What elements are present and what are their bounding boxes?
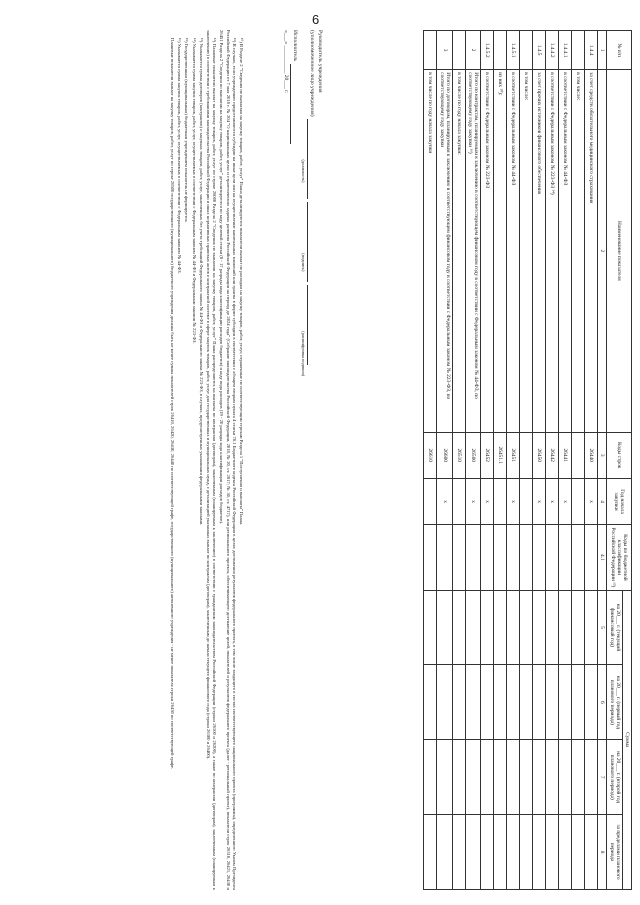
col-number: 6 (598, 665, 607, 740)
row-sum-beyond (572, 815, 585, 890)
row-code: 26452 (481, 432, 494, 478)
row-sum-beyond (585, 815, 598, 890)
row-code (520, 432, 533, 478)
footnote: ¹⁶) Указывается сумма закупок товаров, работ, услуг, осуществляемых в соответствии с Федеральным законом № 44-ФЗ. (177, 38, 183, 274)
table-row (437, 31, 452, 890)
footnote: ¹⁵) Государственным (муниципальным) бюджетным учреждением показатель не формируется. (184, 38, 190, 223)
row-code: 26440 (585, 432, 598, 478)
row-year-start (572, 478, 585, 524)
row-sum-year-1 (507, 590, 520, 665)
row-code: 26442 (546, 432, 559, 478)
row-year-start: x (437, 478, 452, 524)
row-kbk (585, 525, 598, 590)
row-num: 1.4.5.2 (481, 31, 494, 70)
row-sum-year-1 (437, 590, 452, 665)
row-sum-year-3 (585, 740, 598, 815)
row-kbk (572, 525, 585, 590)
header-year-3: на 20___ г. (второй год планового периода) (607, 740, 622, 815)
table-row (494, 31, 507, 890)
col-number: 7 (598, 740, 607, 815)
row-sum-beyond (481, 815, 494, 890)
row-code: 26510 (452, 432, 465, 478)
row-sum-year-1 (520, 590, 533, 665)
row-name: в соответствии с Федеральным законом № 44-ФЗ (507, 70, 520, 432)
signature-line (307, 202, 315, 282)
table-row (533, 31, 546, 890)
head-label: Руководитель учреждения (317, 30, 323, 93)
col-number: 8 (598, 815, 607, 890)
row-sum-year-3 (452, 740, 465, 815)
row-sum-beyond (452, 815, 465, 890)
row-sum-year-2 (465, 665, 480, 740)
row-sum-year-1 (559, 590, 572, 665)
row-sum-beyond (494, 815, 507, 890)
row-year-start: x (465, 478, 480, 524)
table-row (452, 31, 465, 890)
col-number: 1 (598, 31, 607, 70)
row-sum-year-1 (585, 590, 598, 665)
row-sum-beyond (546, 815, 559, 890)
row-num: 2 (465, 31, 480, 70)
row-code: 26441 (559, 432, 572, 478)
position-line (307, 119, 315, 199)
row-name: за счет средств обязательного медицинского страхования (585, 70, 598, 432)
footnote: ¹⁰) В Разделе 2 "Сведения по выплатам на закупку товаров, работ, услуг" Плана детализируются показатели выплат по расходам на закупку товаров, работ, услуг, отраженные по соответствующим строкам Раздела 1 "Поступления и выплаты" Плана. (239, 38, 244, 526)
head-sub-label: (уполномоченное лицо учреждения) (308, 30, 315, 117)
row-kbk (452, 525, 465, 590)
row-name: в том числе по году начала закупки: (452, 70, 465, 432)
header-num: № п/п (607, 31, 632, 70)
row-sum-beyond (533, 815, 546, 890)
row-year-start (424, 478, 437, 524)
row-code: 26451 (507, 432, 520, 478)
purchases-table (423, 30, 632, 890)
table-row (559, 31, 572, 890)
row-kbk (465, 525, 480, 590)
col-number: 4.1 (598, 525, 607, 590)
row-sum-year-3 (424, 740, 437, 815)
row-sum-year-1 (424, 590, 437, 665)
header-year-start: Год начала закупки (607, 478, 632, 524)
row-num: 1.4.4 (585, 31, 598, 70)
row-sum-year-1 (465, 590, 480, 665)
signature-caption: (подпись) (301, 253, 307, 272)
row-sum-year-3 (572, 740, 585, 815)
row-kbk (494, 525, 507, 590)
row-sum-year-3 (481, 740, 494, 815)
row-code (572, 432, 585, 478)
col-number: 4 (598, 478, 607, 524)
row-code: 26450 (533, 432, 546, 478)
table-row (585, 31, 598, 890)
row-num: 1.4.4.2 (546, 31, 559, 70)
row-num (494, 31, 507, 70)
row-name: из них ¹⁰): (494, 70, 507, 432)
row-sum-year-2 (437, 665, 452, 740)
row-sum-year-2 (424, 665, 437, 740)
name-caption: (расшифровка подписи) (301, 331, 307, 377)
row-name: в том числе: (520, 70, 533, 432)
row-sum-year-1 (452, 590, 465, 665)
footnote: Плановые показатели выплат на закупку товаров, работ, услуг по строке 26500 государственного (муниципального) бюджетного учреждения должны быть не менее суммы показателей строк 26410, 26420, 26430, 26440 по соответствующей графе, государственного (муниципального) автономного учреждения - не менее показателя строки 26430 по соответствующей графе. (170, 38, 176, 770)
row-year-start: x (559, 478, 572, 524)
row-kbk (507, 525, 520, 590)
row-sum-year-2 (481, 665, 494, 740)
row-sum-year-2 (520, 665, 533, 740)
table-row (465, 31, 480, 890)
row-sum-year-3 (546, 740, 559, 815)
row-sum-year-2 (559, 665, 572, 740)
col-number: 3 (598, 432, 607, 478)
row-sum-year-3 (520, 740, 533, 815)
executor-label: Исполнитель (291, 30, 298, 62)
row-num: 1.4.5 (533, 31, 546, 70)
row-sum-year-1 (481, 590, 494, 665)
row-year-start: x (481, 478, 494, 524)
table-row (520, 31, 533, 890)
row-sum-year-2 (494, 665, 507, 740)
row-code: 26600 (437, 432, 452, 478)
rotated-document (40, 22, 640, 892)
date-line: «___» __________ 20___ г. (283, 30, 290, 94)
col-number: 2 (598, 70, 607, 432)
table-body (424, 31, 598, 890)
row-kbk (533, 525, 546, 590)
position-caption: (должность) (301, 159, 307, 183)
header-year-2: на 20___ г. (первый год планового периода) (607, 665, 622, 740)
row-year-start: x (533, 478, 546, 524)
row-name: Итого по договорам, планируемым к заключению в соответствующем финансовом году в соответствии с Федеральным законом № 223-ФЗ, по соответствующему году закупки (437, 70, 452, 432)
footnote: ¹¹) В случаях, если учреждению предоставляются субсидии на иные цели или на осуществление капитальных вложений или гранты в форме субсидии в соответствии с абзацем вторым пункта 4 статьи 78.1 Бюджетного кодекса Российской Федерации в целях достижения результатов федерального проекта, в том числе входящего в состав соответствующего национального проекта (программы), определенного Указом Президента Российской Федерации от 7 мая 2018 г. № 204 "О национальных целях и стратегических задачах развития Российской Федерации на период до 2024 года" (Собрание законодательства Российской Федерации, 2018, № 20, ст. 2817; № 30, ст. 4717), или регионального проекта, обеспечивающего достижение целей, показателей и результатов федерального проекта (далее - региональный проект), показатели строк 26310, 26421, 26430 и 26451 Раздела 2 "Сведения по выплатам на закупку товаров, работ, услуг" детализируются по коду целевой статьи (8 - 17 разряды кода классификации расходов бюджетов) и коду вида расходов (19 - 20 разряды кода классификации расходов бюджетов). (219, 30, 237, 890)
row-name: в том числе по году начала закупки (424, 70, 437, 432)
header-kbk: Коды по бюджетной классификации Российской Федерации ¹³) (607, 525, 632, 590)
row-num (520, 31, 533, 70)
footnotes (168, 30, 244, 890)
header-beyond: за пределами планового периода (607, 815, 622, 890)
row-kbk (559, 525, 572, 590)
signature-block (282, 30, 324, 890)
table-row (507, 31, 520, 890)
row-sum-year-2 (572, 665, 585, 740)
row-sum-beyond (507, 815, 520, 890)
column-number-row (598, 31, 607, 890)
row-sum-year-1 (546, 590, 559, 665)
name-line (307, 285, 315, 365)
row-num: 1.4.4.1 (559, 31, 572, 70)
row-num (452, 31, 465, 70)
row-name: за счет прочих источников финансового обеспечения (533, 70, 546, 432)
row-sum-year-1 (533, 590, 546, 665)
row-kbk (437, 525, 452, 590)
row-year-start: x (546, 478, 559, 524)
row-sum-beyond (465, 815, 480, 890)
row-code: 26610 (424, 432, 437, 478)
row-sum-beyond (437, 815, 452, 890)
table-row (572, 31, 585, 890)
row-sum-year-3 (533, 740, 546, 815)
row-num: 1.4.5.1 (507, 31, 520, 70)
row-sum-beyond (424, 815, 437, 890)
footnote: ¹²) Плановые показатели выплат на закупку товаров, работ, услуг по строке 26000 Раздела 2 "Сведения по выплатам на закупку товаров, работ, услуг" Плана распределяются на выплаты по контрактам (договорам), заключенным (планируемым к заключению) в соответствии с гражданским законодательством Российской Федерации (строки 26100 и 26200), а также по контрактам (договорам), заключенным (планируемым к заключению) в соответствии с требованиями законодательства Российской Федерации и иных нормативных правовых актов о контрактной системе в сфере закупок товаров, работ, услуг для государственных и муниципальных нужд, с детализацией указанных выплат по контрактам (договорам), заключенным до начала текущего финансового года (строки 26300 и 26400). (206, 30, 218, 890)
table-row (424, 31, 437, 890)
row-sum-year-3 (559, 740, 572, 815)
row-sum-year-2 (546, 665, 559, 740)
table-row (481, 31, 494, 890)
row-num (424, 31, 437, 70)
page-number: 6 (312, 12, 320, 27)
row-name: в соответствии с Федеральным законом № 223-ФЗ ¹⁴) (546, 70, 559, 432)
row-sum-year-3 (465, 740, 480, 815)
row-sum-beyond (520, 815, 533, 890)
row-kbk (546, 525, 559, 590)
row-sum-year-3 (507, 740, 520, 815)
row-code: 26500 (465, 432, 480, 478)
row-name: в соответствии с Федеральным законом № 44-ФЗ (559, 70, 572, 432)
header-year-1: на 20___ г. (текущий финансовый год) (607, 590, 622, 665)
row-name: в соответствии с Федеральным законом № 223-ФЗ (481, 70, 494, 432)
header-code: Коды строк (607, 432, 632, 478)
row-year-start (452, 478, 465, 524)
row-year-start: x (507, 478, 520, 524)
row-sum-year-2 (507, 665, 520, 740)
header-name: Наименование показателя (607, 70, 632, 432)
row-sum-year-2 (533, 665, 546, 740)
row-num (572, 31, 585, 70)
row-year-start (494, 478, 507, 524)
row-year-start (520, 478, 533, 524)
col-number: 5 (598, 590, 607, 665)
table-row (546, 31, 559, 890)
header-sum: Сумма (622, 590, 631, 889)
row-sum-year-1 (572, 590, 585, 665)
row-sum-year-2 (452, 665, 465, 740)
executor-line (290, 64, 298, 144)
row-sum-year-1 (494, 590, 507, 665)
footnote: ¹⁴) Указывается сумма закупок товаров, работ, услуг, осуществляемых в соответствии с Федеральным законом № 44-ФЗ и Федеральным законом № 223-ФЗ. (191, 38, 197, 344)
row-sum-beyond (559, 815, 572, 890)
row-year-start: x (585, 478, 598, 524)
row-sum-year-2 (585, 665, 598, 740)
row-sum-year-3 (494, 740, 507, 815)
row-kbk (520, 525, 533, 590)
row-code: 26451.1 (494, 432, 507, 478)
row-num: 3 (437, 31, 452, 70)
row-name: Итого по контрактам, планируемым к заключению в соответствующем финансовом году в соответствии с Федеральным законом № 44-ФЗ, по соответствующему году закупки ¹⁶) (465, 70, 480, 432)
row-sum-year-3 (437, 740, 452, 815)
footnote: ¹³) Указывается сумма договоров (контрактов) о закупках товаров, работ, услуг, заключенных без учета требований Федерального закона № 44-ФЗ и Федерального закона № 223-ФЗ, в случаях, предусмотренных указанными федеральными законами. (198, 38, 204, 526)
row-kbk (424, 525, 437, 590)
row-name: в том числе: (572, 70, 585, 432)
row-kbk (481, 525, 494, 590)
